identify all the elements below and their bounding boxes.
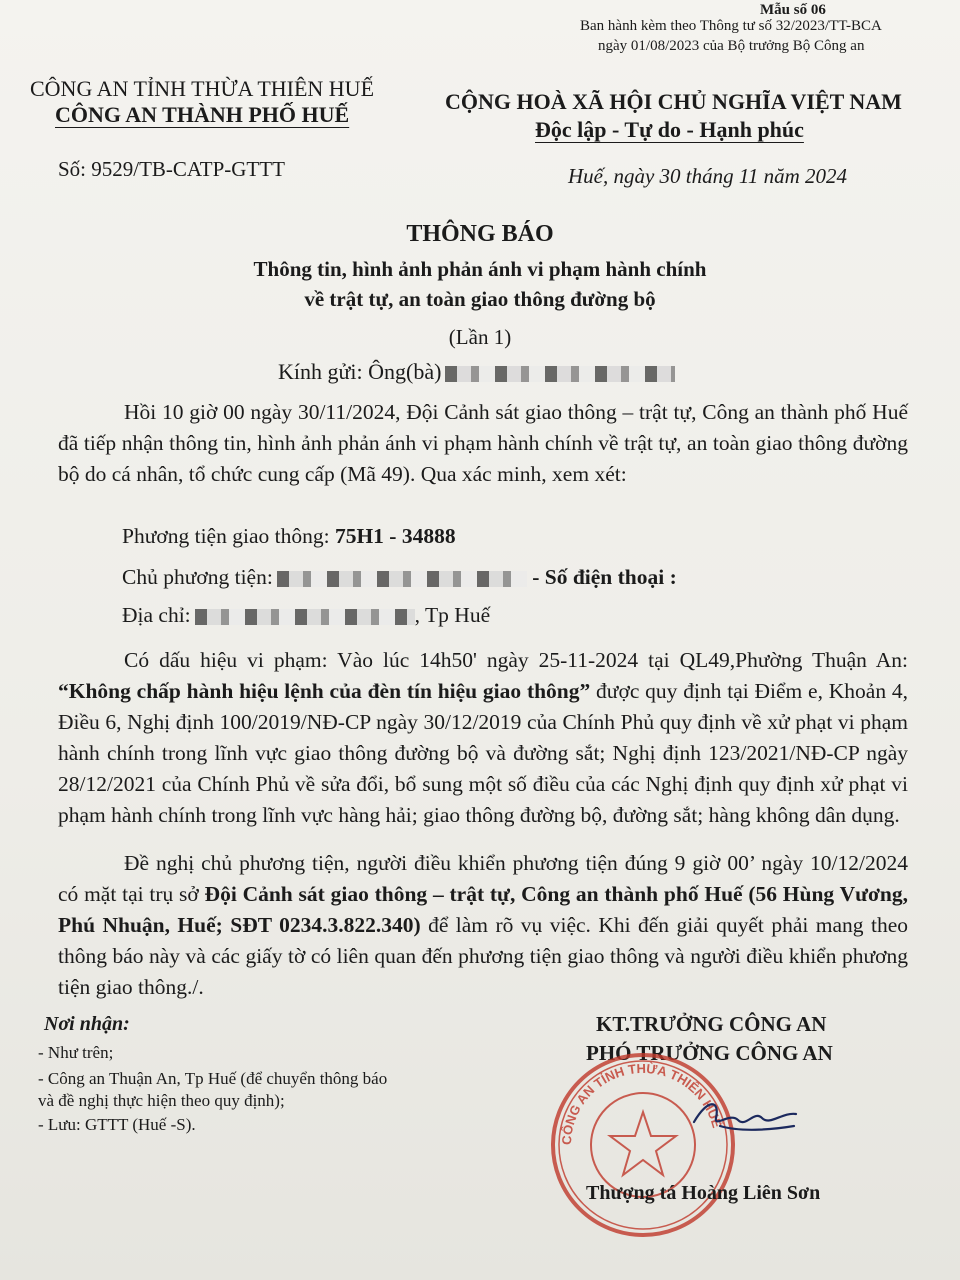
paragraph-violation (58, 645, 908, 831)
recipient-line (278, 359, 675, 385)
violation-quote: “Không chấp hành hiệu lệnh của đèn tín hiệu giao thông” (58, 679, 591, 703)
form-note-line2: ngày 01/08/2023 của Bộ trưởng Bộ Công an (598, 38, 865, 54)
signer-name: Thượng tá Hoàng Liên Sơn (586, 1182, 821, 1204)
seal-outer-ring (553, 1055, 733, 1235)
vehicle-line (122, 524, 456, 549)
country-name: CỘNG HOÀ XÃ HỘI CHỦ NGHĨA VIỆT NAM (445, 89, 902, 114)
parent-organization: CÔNG AN TỈNH THỪA THIÊN HUẾ (30, 76, 375, 101)
official-seal (548, 1050, 738, 1240)
address-label: Địa chỉ: (122, 603, 191, 627)
paragraph-request (58, 848, 908, 1003)
place-date: Huế, ngày 30 tháng 11 năm 2024 (568, 164, 847, 188)
seal-star-icon (610, 1112, 676, 1175)
paragraph-intro: Hồi 10 giờ 00 ngày 30/11/2024, Đội Cảnh sát giao thông – trật tự, Công an thành phố Huế đã tiếp nhận thông tin, hình ảnh phản ánh vi phạm hành chính về trật tự, an toàn giao thông đường bộ do cá nhân, tổ chức cung cấp (Mã 49). Qua xác minh, xem xét: (58, 400, 908, 486)
subtitle-line2: về trật tự, an toàn giao thông đường bộ (304, 287, 656, 311)
owner-line (122, 565, 677, 590)
national-motto: Độc lập - Tự do - Hạnh phúc (535, 117, 804, 142)
organization-name: CÔNG AN THÀNH PHỐ HUẾ (55, 102, 350, 127)
form-number: Mẫu số 06 (760, 2, 826, 18)
address-suffix: , Tp Huế (414, 603, 491, 627)
violation-rest: được quy định tại Điểm e, Khoản 4, Điều 6, Nghị định 100/2019/NĐ-CP ngày 30/12/2019 của Chính Phủ quy định về xử phạt vi phạm hành chính trong lĩnh vực giao thông đường bộ và đường sắt; Nghị định 123/2021/NĐ-CP ngày 28/12/2021 của Chính Phủ về sửa đổi, bổ sung một số điều của các Nghị định quy định xử phạt vi phạm hành chính trong lĩnh vực hàng hải; giao thông đường bộ, đường sắt; hàng không dân dụng. (58, 679, 908, 827)
redacted-owner (277, 571, 527, 587)
document-title: THÔNG BÁO (406, 221, 554, 247)
request-intro: Đề nghị chủ phương tiện, người điều khiển phương tiện đúng 9 giờ 00’ ngày 10/12/2024 có mặt tại trụ sở (58, 851, 908, 906)
form-note-line1: Ban hành kèm theo Thông tư số 32/2023/TT-BCA (580, 18, 882, 34)
license-plate: 75H1 - 34888 (334, 524, 456, 548)
signature-title-line1: KT.TRƯỞNG CÔNG AN (596, 1012, 827, 1036)
violation-intro: Có dấu hiệu vi phạm: Vào lúc 14h50' ngày 25-11-2024 tại QL49,Phường Thuận An: (124, 648, 908, 672)
owner-label: Chủ phương tiện: (122, 565, 273, 589)
seal-text: CÔNG AN TỈNH THỪA THIÊN HUẾ (558, 1060, 725, 1146)
recipient-item: - Công an Thuận An, Tp Huế (để chuyển thông báo (38, 1069, 388, 1088)
recipient-item: - Lưu: GTTT (Huế -S). (38, 1115, 196, 1134)
signature-title-line2: PHÓ TRƯỞNG CÔNG AN (586, 1041, 833, 1065)
recipient-label: Kính gửi: Ông(bà) (278, 359, 442, 384)
redacted-address (195, 609, 415, 625)
request-rest: để làm rõ vụ việc. Khi đến giải quyết phải mang theo thông báo này và các giấy tờ có liên quan đến phương tiện giao thông và người điều khiển phương tiện giao thông./. (58, 913, 908, 999)
address-line (122, 603, 490, 628)
subtitle-line1: Thông tin, hình ảnh phản ánh vi phạm hành chính (253, 257, 707, 281)
handwritten-signature (690, 1092, 800, 1138)
redacted-name (445, 366, 675, 382)
vehicle-label: Phương tiện giao thông: (122, 524, 335, 548)
phone-label: - Số điện thoại : (526, 565, 677, 589)
recipient-item: và đề nghị thực hiện theo quy định); (38, 1091, 285, 1110)
recipients-title: Nơi nhận: (44, 1013, 130, 1035)
recipient-item: - Như trên; (38, 1043, 114, 1062)
request-place: Đội Cảnh sát giao thông – trật tự, Công an thành phố Huế (56 Hùng Vương, Phú Nhuận, Huế; SĐT 0234.3.822.340) (58, 882, 908, 937)
document-number: Số: 9529/TB-CATP-GTTT (58, 157, 285, 181)
notice-count: (Lần 1) (448, 325, 512, 349)
